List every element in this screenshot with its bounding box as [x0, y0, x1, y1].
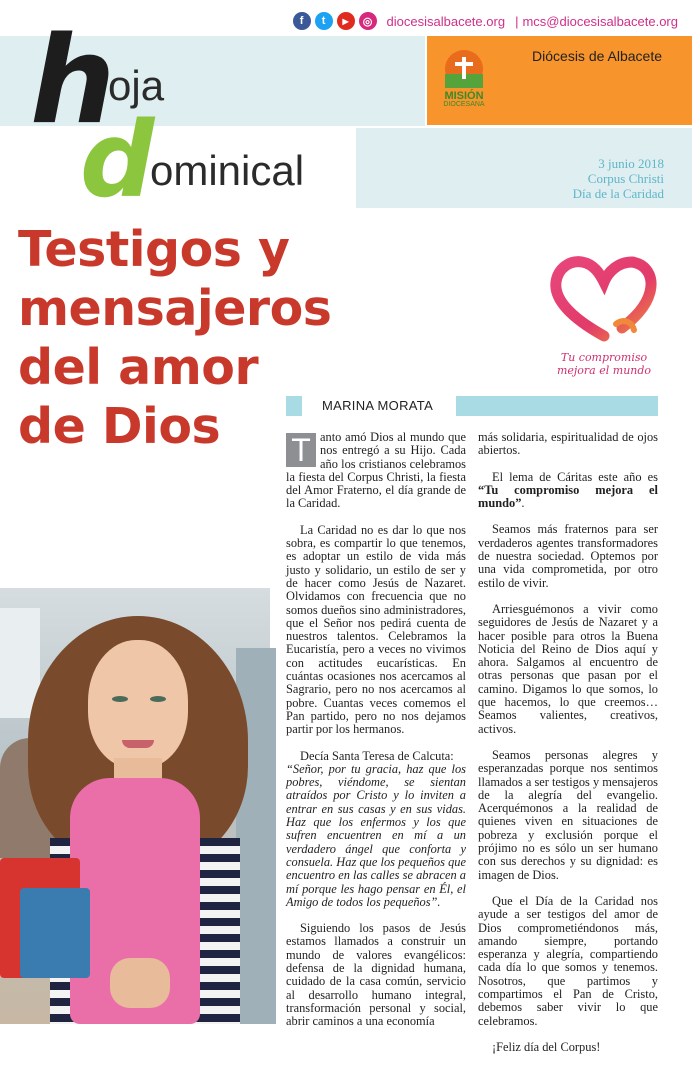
issue-date-block	[573, 156, 664, 201]
drop-cap: T	[286, 433, 316, 467]
title-line: del amor	[18, 339, 259, 396]
mision-label: MISIÓN	[444, 90, 484, 102]
woman-photo	[0, 588, 270, 1024]
title-line: mensajeros	[18, 280, 332, 337]
campaign-slogan	[548, 351, 660, 377]
paragraph: El lema de Cáritas este año es “Tu compromiso mejora el mundo”.	[478, 469, 658, 511]
author-bar-left	[286, 396, 302, 416]
contact-bar	[293, 10, 678, 32]
paragraph: Decía Santa Teresa de Calcuta:	[300, 748, 454, 763]
caritas-motto: “Tu compromiso mejora el mundo”	[478, 482, 658, 511]
masthead-ominical: ominical	[150, 147, 305, 194]
email-link[interactable]: mcs@diocesisalbacete.org	[522, 13, 678, 29]
issue-feast: Corpus Christi	[587, 171, 664, 186]
caritas-campaign-logo	[548, 258, 660, 377]
paragraph: más solidaria, espiritualidad de ojos abiertos.	[478, 430, 658, 458]
issue-day: Día de la Caridad	[572, 186, 664, 201]
twitter-icon[interactable]: t	[315, 12, 333, 30]
masthead-h: h	[30, 12, 116, 151]
paragraph: Seamos más fraternos para ser verdaderos agentes transformadores de nuestra sociedad. Optemos por una vida comprometida, por otro estilo de vivir.	[478, 522, 658, 590]
author-bar-right	[456, 396, 658, 416]
globe-cross-icon	[445, 50, 483, 88]
title-line: Testigos y	[18, 221, 290, 278]
campaign-line2: mejora el mundo	[556, 364, 652, 377]
paragraph: Seamos personas alegres y esperanzadas porque nos sentimos llamados a ser testigos y mensajeros de la alegría del evangelio. Acerquémonos a la realidad de quienes viven en situaciones de pobreza y exclusión porque el prójimo no es sólo un ser humano con sus derechos y su dignidad: es imagen de Dios.	[478, 747, 658, 882]
paragraph: Que el Día de la Caridad nos ayude a ser testigos del amor de Dios comprometiéndonos más, amando siempre, portando esperanza y alegría, compartiendo cada día lo que somos y tenemos. Nosotros, que partimos y compartimos el Pan de Cristo, debemos saber vivir lo que celebramos.	[478, 893, 658, 1028]
closing-line: ¡Feliz día del Corpus!	[492, 1039, 601, 1054]
website-link[interactable]: diocesisalbacete.org	[386, 13, 506, 29]
article-title	[18, 220, 358, 456]
diocesana-label: DIOCESANA	[443, 101, 485, 108]
author-name: MARINA MORATA	[322, 398, 434, 413]
instagram-icon[interactable]: ◎	[359, 12, 377, 30]
paragraph: T anto amó Dios al mundo que nos entregó a su Hijo. Cada año los cristianos celebramos la fiesta del Corpus Christi, la fiesta del Amor Fraterno, el día grande de la Caridad.	[286, 430, 466, 511]
article-column-2	[478, 431, 658, 1067]
contact-separator: |	[515, 13, 519, 29]
teresa-quote: “Señor, por tu gracia, haz que los pobres, viéndome, se sientan atraídos por Cristo y lo inviten a entrar en sus casas y en sus vidas. Haz que los enfermos y los que sufren encuentren en mí a un verdadero ángel que conforta y consuela. Haz que los pequeños que encuentro en las calles se abracen a mí porque les hago pensar en Él, el Amigo de todos los pequeños”.	[286, 761, 466, 909]
article-column-1	[286, 431, 466, 1041]
diocesis-panel	[427, 36, 692, 125]
heart-icon	[548, 258, 660, 344]
date-band	[356, 128, 692, 208]
paragraph: Arriesguémonos a vivir como seguidores de Jesús de Nazaret y a hacer posible para otros la Buena Noticia del Reino de Dios aquí y ahora. Salgamos al encuentro de otras personas que pasan por el camino. Digamos lo que somos, lo que hacemos, lo que creemos… Seamos valientes, creativos, activos.	[478, 601, 658, 736]
paragraph: La Caridad no es dar lo que nos sobra, es compartir lo que tenemos, es adoptar un estilo de vida más justo y solidario, un estilo de ser y de hacer como Jesús de Nazaret. Olvidamos con frecuencia que no somos dueños sino administradores, que el Señor nos pedirá cuenta de nuestros talentos. Celebramos la Eucaristía, pero a veces no vivimos con actitudes eucarísticas. En cuántas ocasiones nos acercamos al Sagrario, pero no nos acercamos al pobre. Cuantas veces comemos el Pan partido, pero no nos dejamos partir por los hermanos.	[286, 522, 466, 737]
title-line: de Dios	[18, 398, 221, 455]
issue-date: 3 junio 2018	[598, 156, 664, 171]
diocesis-name: Diócesis de Albacete	[532, 48, 662, 64]
paragraph: Siguiendo los pasos de Jesús estamos llamados a construir un mundo de valores evangélicos: defensa de la dignidad humana, cuidado de la casa común, servicio al desarrollo humano integral, transformación personal y social, abrir caminos a una economía	[286, 921, 466, 1029]
facebook-icon[interactable]: f	[293, 12, 311, 30]
masthead-d: d	[80, 99, 155, 221]
author-bar	[286, 396, 658, 416]
masthead-oja: oja	[108, 62, 165, 109]
campaign-line1: Tu compromiso	[560, 351, 648, 364]
mision-diocesana-logo	[441, 50, 487, 108]
youtube-icon[interactable]: ▶	[337, 12, 355, 30]
